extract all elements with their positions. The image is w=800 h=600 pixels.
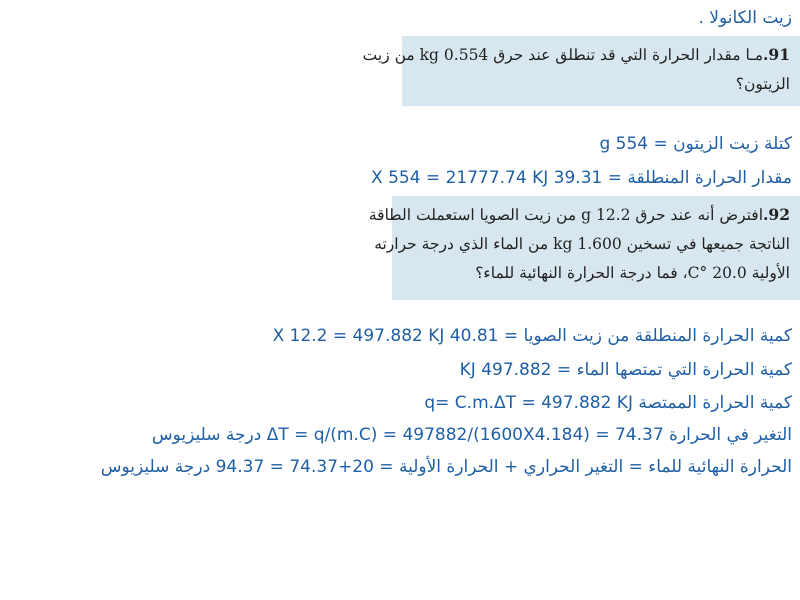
answer-92-temperature-change: التغير في الحرارة ΔT = q/(m.C) = 497882/(1600X4.184) = 74.37 درجة سليزيوس (151, 425, 792, 445)
heading-canola-oil: زيت الكانولا . (698, 8, 792, 28)
question-91-line-2: الزيتون؟ (735, 75, 790, 93)
question-92-text-1: افترض أنه عند حرق 12.2 g من زيت الصويا استعملت الطاقة (368, 206, 764, 224)
question-92-line-2: الناتجة جميعها في تسخين 1.600 kg من الماء الذي درجة حرارته (374, 235, 790, 253)
question-91-number: 91. (763, 45, 790, 64)
question-91-text-1: مـا مقدار الحرارة التي قد تنطلق عند حرق 0.554 kg من زيت (362, 46, 764, 64)
question-91-line-1 (362, 40, 790, 70)
answer-92-heat-absorbed-formula: كمية الحرارة الممتصة q= C.m.ΔT = 497.882 KJ (424, 393, 792, 413)
question-92-number: 92. (763, 205, 790, 224)
question-92-box (368, 196, 800, 300)
question-91-box (362, 36, 800, 106)
answer-91-mass: كتلة زيت الزيتون = 554 g (599, 134, 792, 154)
answer-92-heat-absorbed-water: كمية الحرارة التي تمتصها الماء = 497.882 KJ (459, 360, 792, 380)
answer-92-heat-released: كمية الحرارة المنطلقة من زيت الصويا = 40.81 X 12.2 = 497.882 KJ (272, 326, 792, 346)
question-92-line-1 (368, 200, 790, 230)
answer-91-heat: مقدار الحرارة المنطلقة = 39.31 X 554 = 21777.74 KJ (371, 168, 792, 188)
question-92-line-3: الأولية 20.0 °C، فما درجة الحرارة النهائية للماء؟ (475, 264, 790, 282)
answer-92-final-temperature: الحرارة النهائية للماء = التغير الحراري + الحرارة الأولية = 20+74.37 = 94.37 درجة سليزيوس (100, 457, 792, 477)
